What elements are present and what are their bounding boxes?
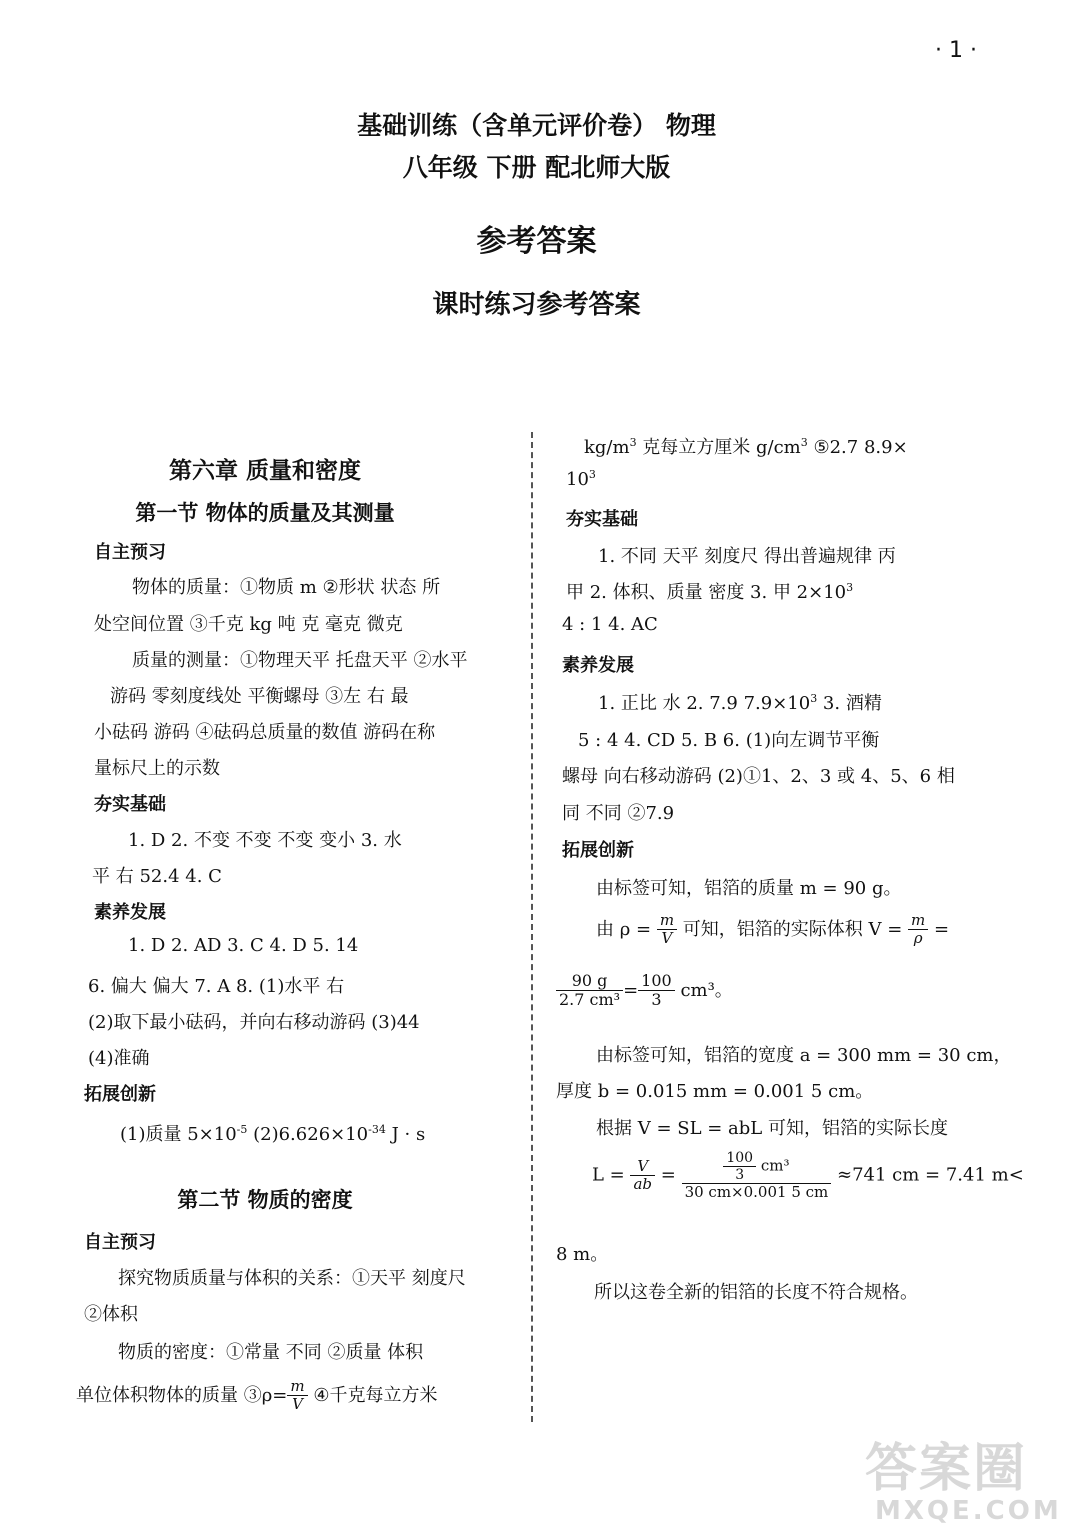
ext-solution-formula: 由 ρ = $\frac{m}{V}$ 可知，铝箔的实际体积 V = $\frac{m}{\rho}$ = — [596, 911, 950, 948]
section2-dev-line: 螺母 向右移动游码 (2)①1、2、3 或 4、5、6 相 — [562, 766, 955, 787]
section2-basic-label: 夯实基础 — [566, 509, 638, 530]
ext-solution-line: 由标签可知，铝箔的宽度 a = 300 mm = 30 cm， — [596, 1045, 1012, 1066]
section1-heading: 第一节 物体的质量及其测量 — [135, 501, 395, 525]
ext-solution-line: 根据 V = SL = abL 可知，铝箔的实际长度 — [596, 1118, 948, 1139]
lesson-answers-heading: 课时练习参考答案 — [432, 290, 641, 320]
section2-preview-line: 物质的密度：①常量 不同 ②质量 体积 — [118, 1342, 424, 1363]
section1-basic-label: 夯实基础 — [94, 794, 166, 815]
page-number: · 1 · — [935, 38, 977, 63]
section1-ext-line: (1)质量 $5\times 10^{-5}$ $(2)6.626\times 10^{-34}$ J · s — [120, 1123, 426, 1145]
section1-preview-line: 质量的测量：①物理天平 托盘天平 ②水平 — [132, 650, 468, 671]
section2-preview-label: 自主预习 — [84, 1232, 156, 1253]
section1-preview-label: 自主预习 — [94, 542, 166, 563]
section1-basic-line: 平 右 52.4 4. C — [92, 866, 222, 887]
ext-solution-line: 厚度 b = 0.015 mm = 0.001 5 cm。 — [556, 1081, 874, 1102]
section2-dev-line: 同 不同 ②7.9 — [562, 803, 675, 824]
ext-solution-line: 8 m。 — [556, 1244, 609, 1265]
section1-preview-line: 处空间位置 ③千克 kg 吨 克 毫克 微克 — [94, 614, 403, 635]
ext-conclusion-line: 所以这卷全新的铝箔的长度不符合规格。 — [594, 1282, 918, 1303]
section1-preview-line: 量标尺上的示数 — [94, 758, 220, 779]
section2-preview-line: 探究物质质量与体积的关系：①天平 刻度尺 — [118, 1268, 466, 1289]
section1-preview-line: 小砝码 游码 ④砝码总质量的数值 游码在称 — [94, 722, 436, 743]
section1-dev-line: (4)准确 — [88, 1048, 150, 1069]
book-subtitle: 八年级 下册 配北师大版 — [402, 153, 671, 182]
section2-dev-line: 5 : 4 4. CD 5. B 6. (1)向左调节平衡 — [578, 730, 880, 751]
section1-preview-line: 游码 零刻度线处 平衡螺母 ③左 右 最 — [110, 686, 409, 707]
section2-ext-label: 拓展创新 — [562, 840, 634, 861]
section2-basic-line: 1. 不同 天平 刻度尺 得出普遍规律 丙 — [598, 546, 896, 567]
section2-preview-line: ②体积 — [84, 1304, 138, 1325]
column-divider — [531, 432, 533, 1422]
ext-solution-line: 由标签可知，铝箔的质量 m = 90 g。 — [596, 878, 902, 899]
ext-length-formula: L = $\frac{V}{ab}$ = $\frac{100}{3}$ cm³ 30 cm×0.001 5 cm ≈741 cm = 7.41 m< — [592, 1150, 1024, 1202]
section1-dev-line: 1. D 2. AD 3. C 4. D 5. 14 — [128, 935, 359, 956]
book-title: 基础训练（含单元评价卷） 物理 — [357, 111, 716, 140]
site-watermark: 答案圈 MXQE.COM — [865, 1439, 1062, 1526]
section2-heading: 第二节 物质的密度 — [177, 1188, 353, 1212]
section1-ext-label: 拓展创新 — [84, 1084, 156, 1105]
right-cont-line: $10^3$ — [566, 468, 596, 490]
chapter-heading: 第六章 质量和密度 — [168, 458, 361, 484]
section1-dev-line: (2)取下最小砝码，并向右移动游码 (3)44 — [88, 1012, 420, 1033]
answers-heading: 参考答案 — [476, 224, 597, 259]
section1-dev-line: 6. 偏大 偏大 7. A 8. (1)水平 右 — [88, 976, 345, 997]
section2-density-formula-line: 单位体积物体的质量 ③ρ= $\frac{m}{V}$ ④千克每立方米 — [76, 1377, 438, 1414]
right-cont-line: $kg/m^3$ 克每立方厘米 $g/cm^3$ ⑤2.7 8.9× — [584, 436, 908, 458]
section1-basic-line: 1. D 2. 不变 不变 不变 变小 3. 水 — [128, 830, 402, 851]
ext-solution-formula: $\frac{90 g}{\text{2.7 cm³}}$ = $\frac{100}{3}$ cm³。 — [556, 972, 733, 1010]
section1-dev-label: 素养发展 — [94, 902, 166, 923]
section2-dev-label: 素养发展 — [562, 655, 634, 676]
section2-basic-line: 甲 2. 体积、质量 密度 3. 甲 $2\times 10^3$ — [566, 581, 854, 603]
section2-basic-line: 4 : 1 4. AC — [562, 614, 658, 635]
section1-preview-line: 物体的质量：①物质 m ②形状 状态 所 — [132, 577, 441, 598]
section2-dev-line: 1. 正比 水 2. 7.9 $7.9\times 10^3$ 3. 酒精 — [598, 692, 882, 714]
